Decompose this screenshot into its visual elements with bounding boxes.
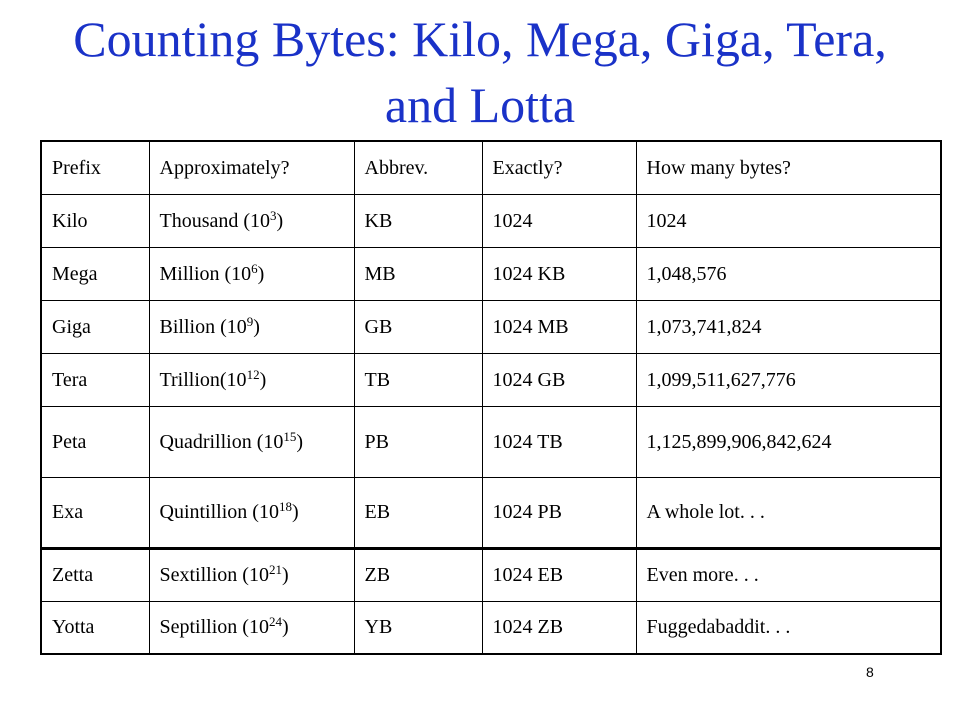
header-prefix: Prefix xyxy=(41,141,149,194)
cell-abbrev: MB xyxy=(354,247,482,300)
table-row xyxy=(41,477,941,548)
cell-approx: Septillion $(10^{24})$ xyxy=(149,601,354,654)
table-header-row xyxy=(41,141,941,194)
cell-abbrev: ZB xyxy=(354,548,482,601)
cell-abbrev: EB xyxy=(354,477,482,548)
header-how-many-bytes: How many bytes? xyxy=(636,141,941,194)
cell-exactly: 1024 PB xyxy=(482,477,636,548)
cell-bytes: Fuggedabaddit. . . xyxy=(636,601,941,654)
cell-abbrev: KB xyxy=(354,194,482,247)
cell-approx: Quadrillion $(10^{15})$ xyxy=(149,406,354,477)
cell-prefix: Yotta xyxy=(41,601,149,654)
slide-title xyxy=(0,6,960,138)
cell-approx: Thousand $(10^3)$ xyxy=(149,194,354,247)
slide-title-line-2: and Lotta xyxy=(384,77,576,133)
header-approximately: Approximately? xyxy=(149,141,354,194)
cell-exactly: 1024 xyxy=(482,194,636,247)
cell-prefix: Tera xyxy=(41,353,149,406)
cell-prefix: Giga xyxy=(41,300,149,353)
cell-approx: Quintillion $(10^{18})$ xyxy=(149,477,354,548)
cell-bytes: 1,048,576 xyxy=(636,247,941,300)
table-row xyxy=(41,548,941,601)
table-row xyxy=(41,300,941,353)
page-number: 8 xyxy=(866,664,874,680)
table-row xyxy=(41,247,941,300)
cell-abbrev: GB xyxy=(354,300,482,353)
cell-prefix: Kilo xyxy=(41,194,149,247)
cell-exactly: 1024 EB xyxy=(482,548,636,601)
cell-exactly: 1024 ZB xyxy=(482,601,636,654)
cell-approx: Million $(10^6)$ xyxy=(149,247,354,300)
cell-exactly: 1024 KB xyxy=(482,247,636,300)
table-row xyxy=(41,406,941,477)
cell-exactly: 1024 TB xyxy=(482,406,636,477)
cell-abbrev: YB xyxy=(354,601,482,654)
cell-prefix: Exa xyxy=(41,477,149,548)
cell-bytes: 1024 xyxy=(636,194,941,247)
cell-approx: Billion $(10^9)$ xyxy=(149,300,354,353)
cell-bytes: 1,099,511,627,776 xyxy=(636,353,941,406)
cell-abbrev: TB xyxy=(354,353,482,406)
cell-approx: $Trillion(10^{12})$ xyxy=(149,353,354,406)
slide-title-line-1: Counting Bytes: Kilo, Mega, Giga, Tera, xyxy=(73,11,887,67)
header-abbrev: Abbrev. xyxy=(354,141,482,194)
byte-prefix-table xyxy=(40,140,942,655)
cell-abbrev: PB xyxy=(354,406,482,477)
cell-exactly: 1024 MB xyxy=(482,300,636,353)
cell-approx: Sextillion $(10^{21})$ xyxy=(149,548,354,601)
cell-bytes: 1,125,899,906,842,624 xyxy=(636,406,941,477)
cell-bytes: Even more. . . xyxy=(636,548,941,601)
cell-bytes: 1,073,741,824 xyxy=(636,300,941,353)
header-exactly: Exactly? xyxy=(482,141,636,194)
cell-prefix: Peta xyxy=(41,406,149,477)
table-row xyxy=(41,194,941,247)
cell-exactly: 1024 GB xyxy=(482,353,636,406)
cell-prefix: Zetta xyxy=(41,548,149,601)
table-row xyxy=(41,353,941,406)
cell-prefix: Mega xyxy=(41,247,149,300)
table-row xyxy=(41,601,941,654)
cell-bytes: A whole lot. . . xyxy=(636,477,941,548)
